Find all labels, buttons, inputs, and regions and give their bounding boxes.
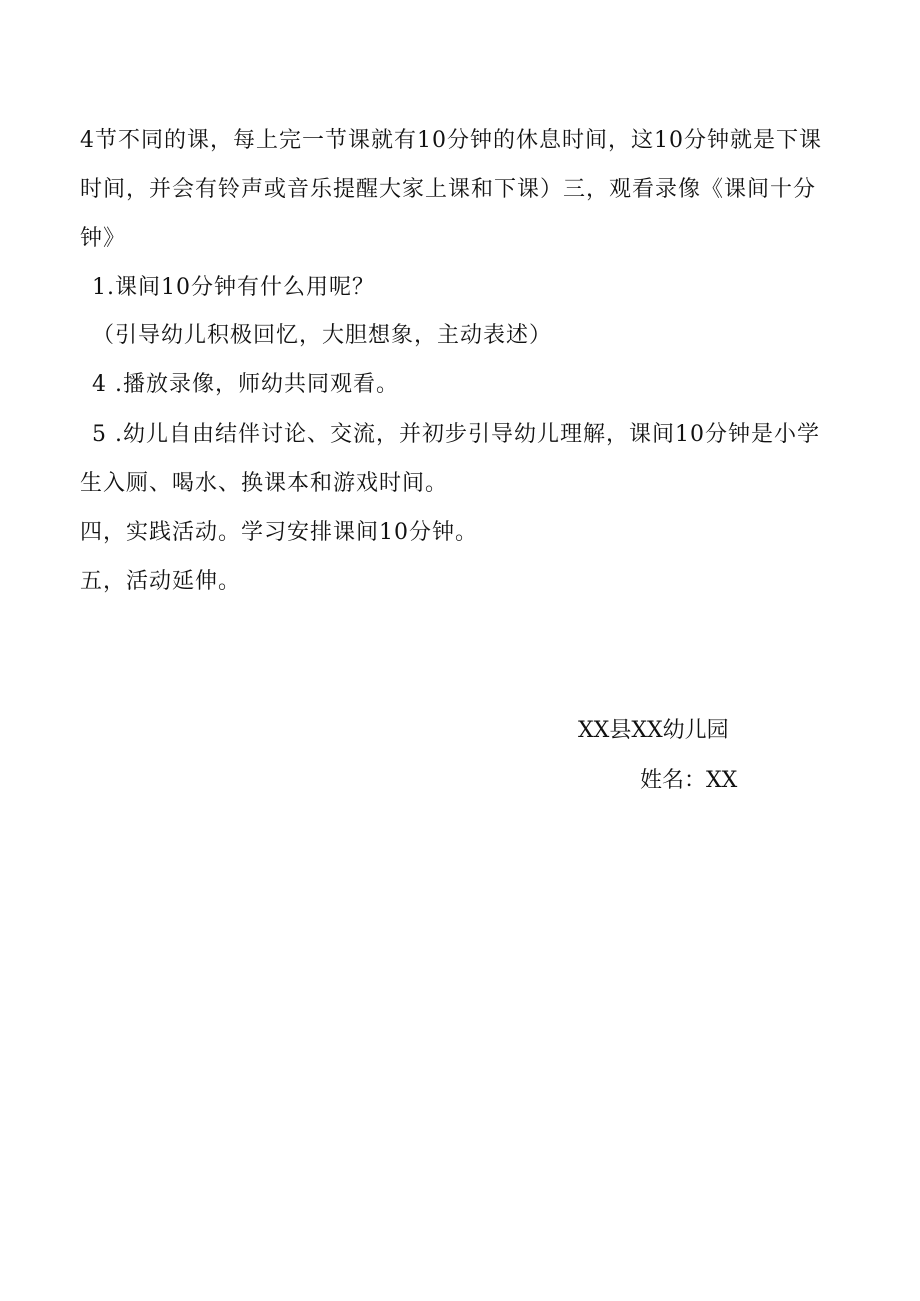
paragraph-line-1: 4节不同的课，每上完一节课就有10分钟的休息时间，这10分钟就是下课 <box>80 128 822 153</box>
signature-organization: XX县XX幼儿园 <box>578 718 729 743</box>
signature-name: 姓名：XX <box>640 768 738 793</box>
step-item-4: 4 .播放录像，师幼共同观看。 <box>92 372 399 397</box>
step-item-5: 5 .幼儿自由结伴讨论、交流，并初步引导幼儿理解，课间10分钟是小学 <box>92 422 820 447</box>
section-five-heading: 五，活动延伸。 <box>80 569 242 594</box>
step-item-5-continued: 生入厕、喝水、换课本和游戏时间。 <box>80 471 449 496</box>
paragraph-line-3: 钟》 <box>80 226 127 251</box>
paragraph-line-2: 时间，并会有铃声或音乐提醒大家上课和下课）三，观看录像《课间十分 <box>80 177 817 202</box>
question-item-1: 1.课间10分钟有什么用呢？ <box>92 275 375 300</box>
section-four-heading: 四，实践活动。学习安排课间10分钟。 <box>80 520 478 545</box>
guidance-note: （引导幼儿积极回忆，大胆想象，主动表述） <box>92 323 553 348</box>
